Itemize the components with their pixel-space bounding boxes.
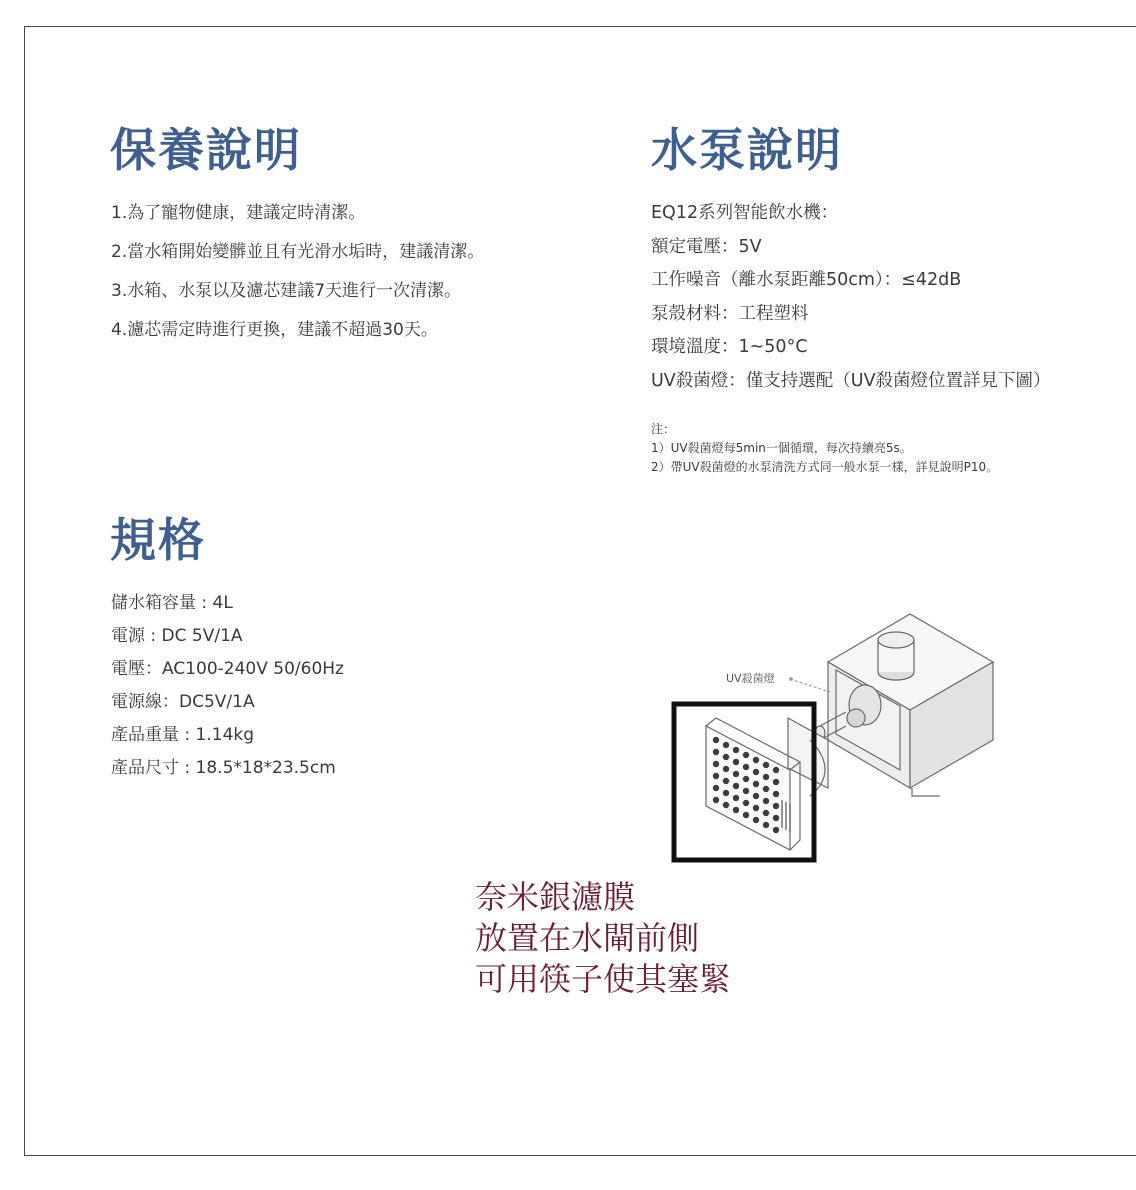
pump-list xyxy=(651,200,1051,401)
care-item: 4.濾芯需定時進行更換，建議不超過30天。 xyxy=(111,320,438,340)
spec-item: 電源 : DC 5V/1A xyxy=(111,626,243,646)
spec-item: 電源線：DC5V/1A xyxy=(111,692,255,712)
caption-line: 放置在水閘前側 xyxy=(475,919,700,957)
spec-item: 產品尺寸 : 18.5*18*23.5cm xyxy=(111,758,336,778)
pump-item: 工作噪音（離水泵距離50cm）：≤42dB xyxy=(651,270,962,290)
caption-line: 奈米銀濾膜 xyxy=(475,878,636,916)
spec-item: 儲水箱容量 : 4L xyxy=(111,593,233,613)
pump-illustration xyxy=(660,600,1020,880)
pump-item: EQ12系列智能飲水機： xyxy=(651,203,839,223)
care-item: 2.當水箱開始變髒並且有光滑水垢時，建議清潔。 xyxy=(111,242,485,262)
pump-item: 泵殼材料：工程塑料 xyxy=(651,303,809,324)
care-list xyxy=(111,200,484,356)
pump-item: UV殺菌燈：僅支持選配（UV殺菌燈位置詳見下圖） xyxy=(651,370,1051,391)
pump-item: 環境溫度：1~50°C xyxy=(651,337,808,357)
filter-caption xyxy=(475,877,731,1000)
note-line: 2）帶UV殺菌燈的水泵清洗方式同一般水泵一樣，詳見說明P10。 xyxy=(651,460,999,474)
care-title: 保養說明 xyxy=(110,123,302,177)
spec-item: 產品重量 : 1.14kg xyxy=(111,725,255,745)
spec-list xyxy=(111,590,344,788)
caption-line: 可用筷子使其塞緊 xyxy=(475,960,732,998)
spec-item: 電壓：AC100-240V 50/60Hz xyxy=(111,659,344,679)
pump-drawing xyxy=(660,600,1020,880)
care-item: 3.水箱、水泵以及濾芯建議7天進行一次清潔。 xyxy=(111,281,462,301)
pump-notes xyxy=(651,420,998,477)
pump-title: 水泵說明 xyxy=(651,123,843,177)
spec-title: 規格 xyxy=(110,513,206,567)
uv-lamp-label: UV殺菌燈 xyxy=(726,672,775,685)
note-line: 1）UV殺菌燈每5min一個循環，每次持續亮5s。 xyxy=(651,441,912,455)
care-item: 1.為了寵物健康，建議定時清潔。 xyxy=(111,203,366,223)
note-label: 注： xyxy=(651,422,676,436)
pump-item: 額定電壓：5V xyxy=(651,236,762,257)
